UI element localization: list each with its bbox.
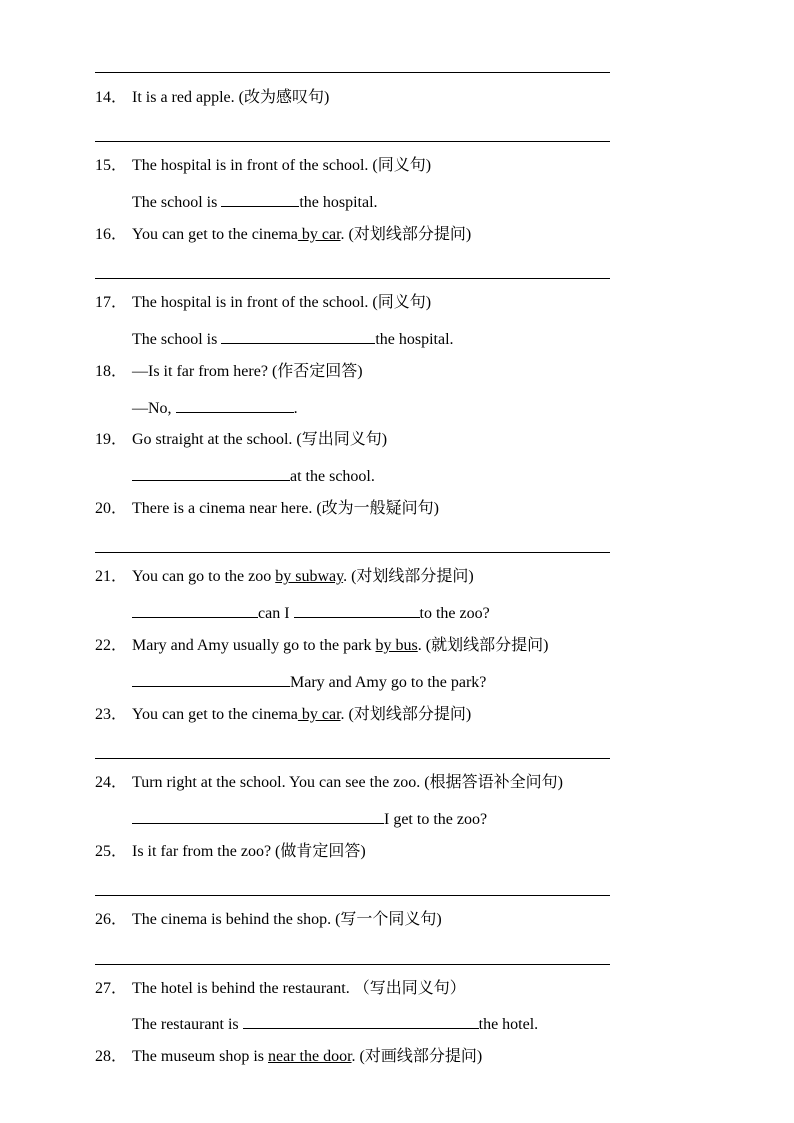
question-26: 26． The cinema is behind the shop. (写一个同义句) (95, 911, 442, 928)
question-24: 24． Turn right at the school. You can see the zoo. (根据答语补全问句) (95, 774, 563, 791)
answer-line[interactable] (95, 964, 610, 965)
question-21: 21． You can go to the zoo by subway. (对划线部分提问) (95, 568, 474, 585)
answer-line[interactable] (95, 72, 610, 73)
question-28: 28． The museum shop is near the door. (对画线部分提问) (95, 1048, 483, 1065)
blank[interactable] (132, 465, 290, 481)
question-22: 22． Mary and Amy usually go to the park by bus. (就划线部分提问) (95, 637, 549, 654)
answer-line[interactable] (95, 895, 610, 896)
question-14: 14． It is a red apple. (改为感叹句) (95, 89, 330, 106)
answer-row-17: The school is the hospital. (132, 328, 454, 350)
answer-row-18: —No, . (132, 397, 298, 419)
answer-row-15: The school is the hospital. (132, 191, 378, 213)
blank[interactable] (221, 328, 375, 344)
blank[interactable] (221, 191, 299, 207)
question-18: 18． —Is it far from here? (作否定回答) (95, 363, 363, 380)
answer-line[interactable] (95, 552, 610, 553)
answer-line[interactable] (95, 141, 610, 142)
question-23: 23． You can get to the cinema by car. (对划线部分提问) (95, 706, 472, 723)
question-15: 15． The hospital is in front of the school. (同义句) (95, 157, 432, 174)
blank[interactable] (132, 808, 384, 824)
question-19: 19． Go straight at the school. (写出同义句) (95, 431, 388, 448)
question-27: 27． The hotel is behind the restaurant. （写出同义句） (95, 980, 466, 997)
question-20: 20． There is a cinema near here. (改为一般疑问句) (95, 500, 439, 517)
answer-row-27: The restaurant is the hotel. (132, 1013, 538, 1035)
answer-line[interactable] (95, 278, 610, 279)
blank[interactable] (176, 397, 294, 413)
question-25: 25． Is it far from the zoo? (做肯定回答) (95, 843, 366, 860)
blank[interactable] (294, 602, 420, 618)
blank[interactable] (243, 1013, 479, 1029)
answer-line[interactable] (95, 758, 610, 759)
answer-row-21: can I to the zoo? (132, 602, 490, 624)
answer-row-22: Mary and Amy go to the park? (132, 671, 486, 693)
answer-row-19: at the school. (132, 465, 375, 487)
blank[interactable] (132, 671, 290, 687)
question-16: 16． You can get to the cinema by car. (对划线部分提问) (95, 226, 472, 243)
question-17: 17． The hospital is in front of the school. (同义句) (95, 294, 432, 311)
blank[interactable] (132, 602, 258, 618)
answer-row-24: I get to the zoo? (132, 808, 487, 830)
